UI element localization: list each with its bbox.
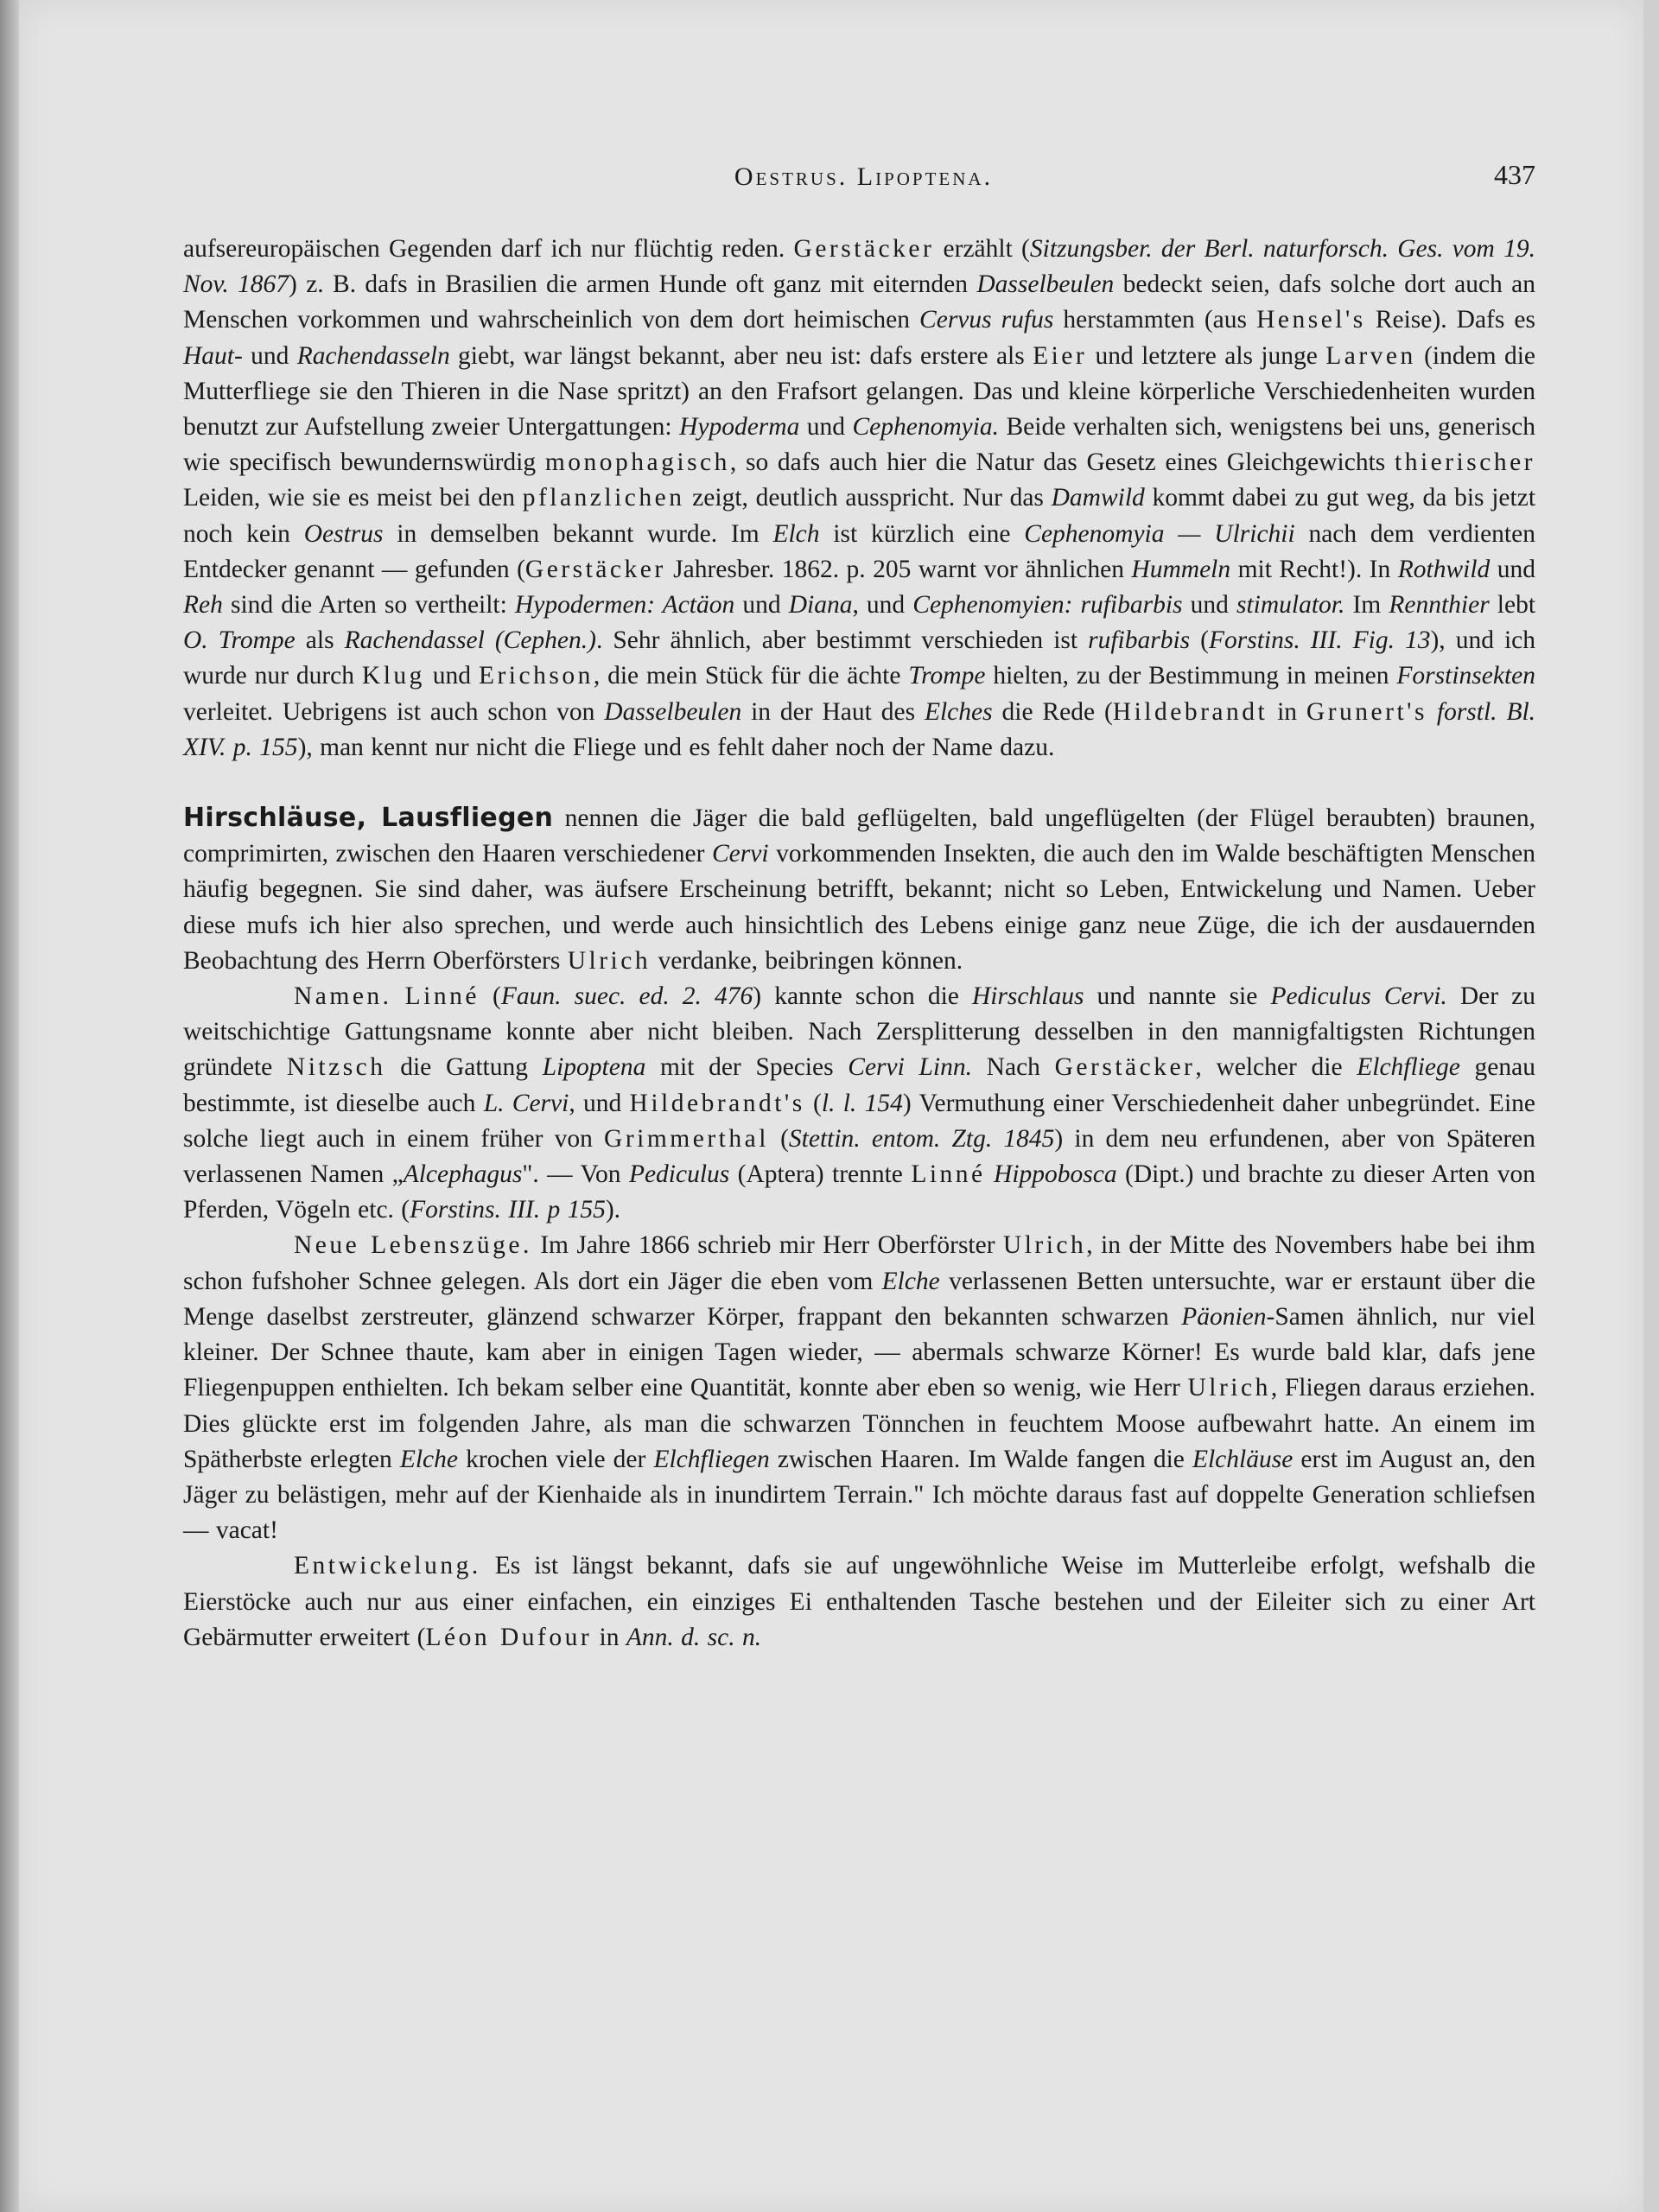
- text-run: -Samen ähnlich, nur viel kleiner. Der Schnee thaute, kam aber in einigen Tagen wieder, — abermals schwarze Körner! Es wurde bald klar, dafs jene Fliegenpuppen enthielten. Ich bekam selber eine Quantität, konnte aber eben so wenig, wie Herr: [183, 1302, 1535, 1402]
- text-run: vorkommenden Insekten, die auch den im Walde beschäftigten Menschen häufig begegnen. Sie sind daher, was äufsere Erscheinung betrifft, bekannt; nicht so Leben, Entwickelung und Namen. Ueber diese mufs ich hier also sprechen, und werde auch hinsichtlich des Lebens einige ganz neue Züge, die ich der ausdauernden Beobachtung des Herrn Oberförsters: [183, 840, 1536, 975]
- italic-term: Elche: [399, 1445, 458, 1473]
- italic-term: Lipoptena: [542, 1053, 646, 1082]
- italic-term: Hypodermen: Actäon: [514, 591, 735, 620]
- italic-term: Stettin. entom. Ztg. 1845: [788, 1124, 1055, 1153]
- text-run: giebt, war längst bekannt, aber neu ist: dafs erstere als: [449, 341, 1033, 370]
- spaced-name: Nitzsch: [286, 1053, 386, 1082]
- italic-term: stimulator.: [1236, 591, 1345, 620]
- text-run: Reise). Dafs es: [1365, 306, 1535, 334]
- text-run: ". — Von: [522, 1160, 629, 1189]
- italic-term: Cephenomyien: rufibarbis: [912, 591, 1183, 620]
- text-run: ), und ich wurde nur durch: [183, 626, 1536, 690]
- italic-term: Pediculus: [628, 1160, 730, 1189]
- italic-term: Cervi Linn.: [848, 1053, 972, 1082]
- text-run: aufsereuropäischen Gegenden darf ich nur flüchtig reden.: [183, 235, 794, 263]
- italic-term: Elchfliegen: [653, 1445, 770, 1473]
- spaced-name: Ulrich: [1187, 1374, 1271, 1402]
- spaced-name: thierischer: [1395, 448, 1535, 477]
- text-run: nach dem verdienten Entdecker genannt — gefunden (: [183, 519, 1535, 583]
- spaced-name: Klug: [361, 662, 425, 690]
- italic-term: Hypoderma: [679, 413, 800, 442]
- text-run: und nannte sie: [1084, 982, 1271, 1011]
- text-run: (Dipt.) und brachte zu dieser Arten von Pferden, Vögeln etc. (: [183, 1160, 1536, 1224]
- spaced-name: Neue Lebenszüge.: [294, 1231, 532, 1260]
- italic-term: Pediculus Cervi.: [1270, 982, 1447, 1011]
- italic-term: Forstins. III. p 155: [410, 1196, 606, 1224]
- text-run: [986, 1160, 994, 1188]
- text-run: und: [1182, 591, 1236, 620]
- italic-term: Hirschlaus: [971, 982, 1084, 1011]
- italic-term: Faun. suec. ed. 2. 476: [500, 982, 753, 1011]
- text-run: zeigt, deutlich ausspricht. Nur das: [684, 484, 1052, 512]
- page-body: [183, 232, 1535, 1656]
- italic-term: Damwild: [1051, 484, 1145, 512]
- italic-term: Hippobosca: [994, 1160, 1117, 1189]
- spaced-name: Gerstäcker: [524, 555, 666, 583]
- text-run: , und: [569, 1089, 630, 1117]
- text-run: , die mein Stück für die ächte: [593, 662, 909, 690]
- text-run: kommt dabei zu gut weg, da bis jetzt noch kein: [183, 484, 1536, 548]
- text-run: , Fliegen daraus erziehen. Dies glückte erst im folgenden Jahre, als man die schwarzen Tönnchen in feuchtem Moose aufbewahrt hatte. An einem im Spätherbste erlegten: [183, 1374, 1535, 1473]
- italic-term: Elchläuse: [1192, 1445, 1294, 1473]
- spaced-name: Léon Dufour: [425, 1623, 593, 1651]
- paragraph-neue-lebenszuege: [183, 1228, 1535, 1548]
- text-run: [392, 982, 405, 1010]
- text-run: ).: [605, 1196, 621, 1224]
- text-run: hielten, zu der Bestimmung in meinen: [985, 662, 1397, 690]
- spaced-name: Erichson: [478, 662, 594, 690]
- text-run: und: [734, 591, 789, 620]
- text-run: (: [479, 982, 501, 1011]
- text-run: und: [1490, 555, 1535, 583]
- section-heading: Hirschläuse, Lausfliegen: [183, 803, 554, 834]
- text-run: verdanke, beibringen können.: [651, 946, 963, 975]
- text-run: und: [799, 413, 853, 442]
- italic-term: Trompe: [908, 662, 986, 690]
- italic-term: Cervus rufus: [919, 306, 1054, 334]
- page-edge-shadow: [0, 0, 19, 2212]
- spaced-name: Namen.: [294, 982, 392, 1011]
- paragraph-oestrus-continuation: [183, 232, 1535, 766]
- italic-term: Haut-: [183, 341, 243, 370]
- text-run: (: [768, 1124, 789, 1153]
- text-run: , und: [852, 591, 913, 620]
- paragraph-hirschlaeuse-intro: [183, 800, 1535, 979]
- text-run: und letztere als junge: [1087, 341, 1326, 370]
- text-run: herstammten (aus: [1053, 306, 1257, 334]
- text-run: in: [592, 1623, 626, 1651]
- text-run: (: [1190, 626, 1209, 655]
- text-run: in der Haut des: [741, 697, 925, 726]
- text-run: und: [242, 341, 297, 370]
- italic-term: Sitzungsber. der Berl. naturforsch. Ges. vom 19. Nov. 1867: [183, 235, 1535, 299]
- text-run: die Rede (: [992, 697, 1113, 726]
- text-run: bedeckt seien, dafs solche dort auch an Menschen vorkommen und wahrscheinlich von dem dort heimischen: [183, 270, 1535, 334]
- text-run: und: [424, 662, 479, 690]
- text-run: . Sehr ähnlich, aber bestimmt verschieden ist: [595, 626, 1089, 655]
- text-run: mit Recht!). In: [1230, 555, 1398, 583]
- text-run: ) Vermuthung einer Verschiedenheit daher unbegründet. Eine solche liegt auch in einem früher von: [183, 1089, 1535, 1153]
- italic-term: Cervi: [712, 840, 769, 868]
- text-run: Leiden, wie sie es meist bei den: [183, 484, 523, 512]
- paragraph-entwickelung: [183, 1548, 1535, 1656]
- italic-term: Forstins. III. Fig. 13: [1208, 626, 1431, 655]
- running-title: Oestrus. Lipoptena.: [734, 162, 994, 191]
- italic-term: Reh: [183, 591, 223, 620]
- italic-term: Rachendasseln: [296, 341, 450, 370]
- text-run: als: [295, 626, 345, 655]
- italic-term: Päonien: [1181, 1302, 1267, 1331]
- text-run: ), man kennt nur nicht die Fliege und es fehlt daher noch der Name dazu.: [297, 733, 1055, 761]
- text-run: lebt: [1489, 591, 1536, 620]
- spaced-name: Larven: [1325, 341, 1416, 370]
- italic-term: Dasselbeulen: [604, 697, 742, 726]
- italic-term: Elch: [772, 519, 820, 548]
- text-run: Beide verhalten sich, wenigstens bei uns, generisch wie specifisch bewundernswürdig: [183, 413, 1536, 477]
- italic-term: Diana: [788, 591, 853, 620]
- text-run: verleitet. Uebrigens ist auch schon von: [183, 697, 605, 726]
- text-run: (Aptera) trennte: [729, 1160, 912, 1189]
- italic-term: rufibarbis: [1088, 626, 1191, 655]
- text-run: Es ist längst bekannt, dafs sie auf ungewöhnliche Weise im Mutterleibe erfolgt, wefshalb die Eierstöcke auch nur aus einer einfachen, ein einziges Ei enthaltenden Tasche bestehen und der Eileiter sich zu einer Art Gebärmutter erweitert (: [183, 1552, 1535, 1651]
- spaced-name: Eier: [1033, 341, 1088, 370]
- spaced-name: pflanzlichen: [522, 484, 685, 512]
- spaced-name: Ulrich: [1002, 1231, 1087, 1260]
- text-run: erzählt (: [934, 235, 1030, 263]
- spaced-name: Hildebrandt: [1112, 697, 1268, 726]
- spaced-name: Hensel's: [1256, 306, 1366, 334]
- spaced-name: Hildebrandt's: [629, 1089, 805, 1117]
- text-run: ) kannte schon die: [753, 982, 972, 1011]
- italic-term: Rachendassel (Cephen.): [344, 626, 596, 655]
- text-run: nennen die Jäger die bald geflügelten, bald ungeflügelten (der Flügel beraubten) braunen, comprimirten, zwischen den Haaren verschiedener: [183, 804, 1535, 868]
- spaced-name: monophagisch: [544, 448, 730, 477]
- spaced-name: Linné: [911, 1160, 986, 1189]
- section-gap: [183, 766, 1535, 800]
- page-number: 437: [1494, 159, 1535, 190]
- italic-term: Oestrus: [303, 519, 384, 548]
- italic-term: Alcephagus: [403, 1160, 523, 1189]
- italic-term: Ann. d. sc. n.: [626, 1623, 762, 1651]
- text-run: zwischen Haaren. Im Walde fangen die: [769, 1445, 1192, 1473]
- text-run: die Gattung: [385, 1053, 543, 1082]
- italic-term: O. Trompe: [183, 626, 296, 655]
- italic-term: l. l. 154: [821, 1089, 903, 1117]
- text-run: , so dafs auch hier die Natur das Gesetz eines Gleichgewichts: [729, 448, 1395, 477]
- italic-term: Forstinsekten: [1396, 662, 1535, 690]
- italic-term: Dasselbeulen: [976, 270, 1115, 299]
- italic-term: Cephenomyia.: [852, 413, 1000, 442]
- text-run: Im Jahre 1866 schrieb mir Herr Oberförster: [531, 1231, 1003, 1260]
- text-run: ) z. B. dafs in Brasilien die armen Hunde oft ganz mit eiternden: [289, 270, 977, 299]
- text-run: Der zu weitschichtige Gattungsname konnte aber nicht bleiben. Nach Zersplitterung desselben in den mannigfaltigsten Richtungen gründete: [183, 982, 1536, 1082]
- spaced-name: Entwickelung.: [294, 1552, 481, 1580]
- book-page: [19, 0, 1643, 2212]
- text-run: mit der Species: [645, 1053, 849, 1082]
- text-run: (: [804, 1089, 822, 1117]
- text-run: verlassenen Betten untersuchte, war er erstaunt über die Menge daselbst zerstreuter, glänzend schwarzer Körper, frappant den bekannten schwarzen: [183, 1267, 1535, 1331]
- text-run: , in der Mitte des Novembers habe bei ihm schon fufshoher Schnee gelegen. Als dort ein Jäger die eben vom: [183, 1231, 1535, 1295]
- text-run: sind die Arten so vertheilt:: [222, 591, 515, 620]
- spaced-name: Linné: [404, 982, 480, 1011]
- italic-term: Hummeln: [1131, 555, 1231, 583]
- text-run: ist kürzlich eine: [819, 519, 1025, 548]
- text-run: Nach: [971, 1053, 1055, 1082]
- text-run: [1427, 698, 1437, 726]
- text-run: krochen viele der: [458, 1445, 654, 1473]
- italic-term: Elches: [924, 697, 993, 726]
- spaced-name: Gerstäcker: [793, 235, 935, 263]
- text-run: in: [1268, 697, 1306, 726]
- italic-term: Rennthier: [1389, 591, 1490, 620]
- text-run: erst im August an, den Jäger zu belästigen, mehr auf der Kienhaide als in inundirtem Terrain." Ich möchte daraus fast auf doppelte Generation schliefsen — vacat!: [183, 1445, 1535, 1545]
- text-run: in demselben bekannt wurde. Im: [383, 519, 773, 548]
- spaced-name: Grunert's: [1306, 697, 1427, 726]
- italic-term: Elche: [881, 1267, 940, 1295]
- text-run: genau bestimmte, ist dieselbe auch: [183, 1053, 1535, 1117]
- spaced-name: Grimmerthal: [604, 1124, 769, 1153]
- italic-term: Rothwild: [1397, 555, 1491, 583]
- text-run: (indem die Mutterfliege sie den Thieren in die Nase spritzt) an den Frafsort gelangen. Das und kleine körperliche Verschiedenheiten wurden benutzt zur Aufstellung zweier Untergattungen:: [183, 341, 1535, 442]
- text-run: Jahresber. 1862. p. 205 warnt vor ähnlichen: [665, 555, 1132, 583]
- italic-term: L. Cervi: [483, 1089, 569, 1117]
- italic-term: Elchfliege: [1357, 1053, 1460, 1082]
- page-header: [192, 159, 1535, 197]
- paragraph-namen: [183, 979, 1535, 1228]
- text-run: , welcher die: [1195, 1053, 1357, 1082]
- italic-term: forstl. Bl. XIV. p. 155: [183, 697, 1536, 761]
- spaced-name: Ulrich: [567, 946, 652, 975]
- spaced-name: Gerstäcker: [1054, 1053, 1196, 1082]
- text-run: ) in dem neu erfundenen, aber von Späteren verlassenen Namen „: [183, 1124, 1535, 1189]
- text-run: Im: [1344, 591, 1389, 620]
- italic-term: Cephenomyia — Ulrichii: [1024, 519, 1295, 548]
